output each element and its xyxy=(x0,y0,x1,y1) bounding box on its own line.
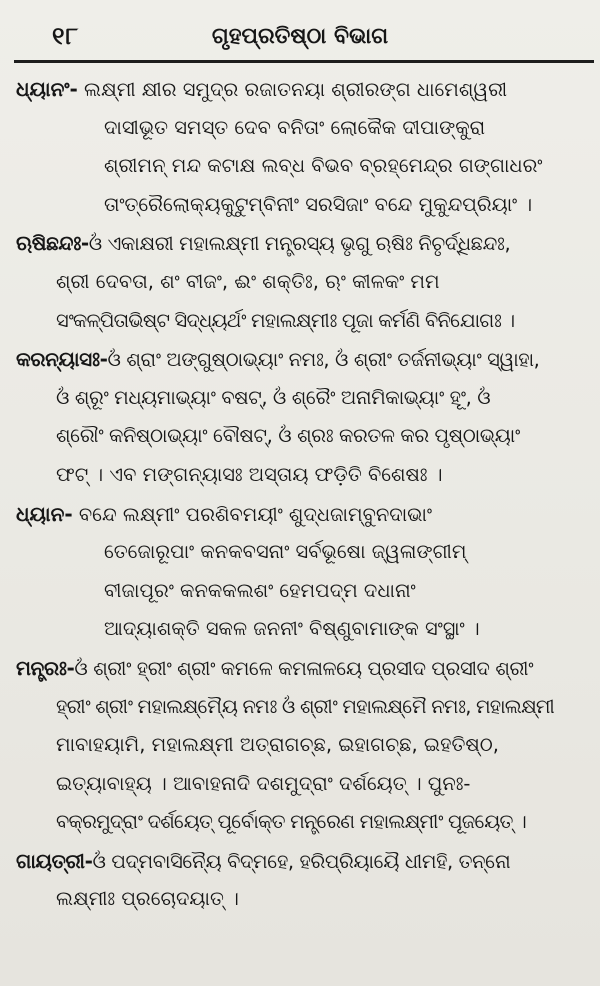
text-line xyxy=(16,70,594,109)
page-header xyxy=(0,0,600,58)
section-dhyanam xyxy=(16,70,594,224)
header-divider xyxy=(14,60,594,63)
text-line: ଶ୍ରୀମନ୍ ମନ୍ଦ କଟାକ୍ଷ ଲବ୍ଧ ବିଭବ ବ୍ରହ୍ମେନ୍ଦ୍ର ଗଙ୍ଗାଧରଂ xyxy=(104,154,543,178)
text-line: ଶ୍ରୀ ଦେବତା, ଶଂ ବୀଜଂ, ଈଂ ଶକ୍ତିଃ, ଋଂ କୀଳକଂ ମମ xyxy=(56,269,440,293)
section-text: ଓଁ ଶ୍ରୀଂ ହ୍ରୀଂ ଶ୍ରୀଂ କମଳେ କମଳାଳୟେ ପ୍ରସୀଦ ପ୍ରସୀଦ ଶ୍ରୀଂ xyxy=(74,656,534,680)
text-line xyxy=(16,224,594,263)
section-text: ଓଁ ଶ୍ରାଂ ଅଙ୍ଗୁଷ୍ଠାଭ୍ୟାଂ ନମଃ, ଓଁ ଶ୍ରୀଂ ତର୍ଜନୀଭ୍ୟାଂ ସ୍ୱାହା, xyxy=(107,348,540,372)
text-line xyxy=(16,340,594,379)
text-line: ବକ୍ରମୁଦ୍ରାଂ ଦର୍ଶୟେତ୍ ପୂର୍ବୋକ୍ତ ମନ୍ତ୍ରେଣ ମହାଲକ୍ଷ୍ମୀଂ ପୂଜୟେତ୍ । xyxy=(56,810,526,834)
text-line: ଓଁ ଶ୍ରୂଂ ମଧ୍ୟମାଭ୍ୟାଂ ବଷଟ୍, ଓଁ ଶ୍ରୈଂ ଅନାମିକାଭ୍ୟାଂ ହୂଂ, ଓଁ xyxy=(56,385,491,409)
section-text: ଓଁ ପଦ୍ମବାସିନ୍ୟୈ ବିଦ୍ମହେ, ହରିପ୍ରିୟାୟୈ ଧୀମହି, ତନ୍ନୋ xyxy=(92,849,511,873)
section-mantra xyxy=(16,649,594,842)
text-line xyxy=(16,495,594,534)
section-text: ଲକ୍ଷ୍ମୀ କ୍ଷୀର ସମୁଦ୍ର ରଜାତନୟା ଶ୍ରୀରଙ୍ଗ ଧାମେଶ୍ୱରୀ xyxy=(77,78,508,101)
section-text: ବନ୍ଦେ ଲକ୍ଷ୍ମୀଂ ପରଶିବମୟୀଂ ଶୁଦ୍ଧଜାମ୍ବୁନଦାଭାଂ xyxy=(72,502,432,526)
section-label: ଋଷିଛନ୍ଦଃ- xyxy=(16,231,89,256)
text-line: ସଂକଳ୍ପିତାଭିଷ୍ଟ ସିଦ୍ଧ୍ୟର୍ଥଂ ମହାଲକ୍ଷ୍ମୀଃ ପୂଜା କର୍ମଣି ବିନିଯୋଗଃ । xyxy=(56,308,515,332)
section-dhyana xyxy=(16,495,594,649)
section-text: ଓଁ ଏକାକ୍ଷରୀ ମହାଲକ୍ଷ୍ମୀ ମନ୍ତ୍ରସ୍ୟ ଭୃଗୁ ଋଷିଃ ନିଚୃର୍ଦ୍ଧିଛନ୍ଦଃ, xyxy=(88,232,511,256)
section-karanyasa xyxy=(16,340,594,494)
text-line: ତାଂତ୍ରୈଲୋକ୍ୟକୁଟୁମ୍ବିନୀଂ ସରସିଜାଂ ବନ୍ଦେ ମୁକୁନ୍ଦପ୍ରିୟାଂ । xyxy=(104,192,533,216)
text-line: ଲକ୍ଷ୍ମୀଃ ପ୍ରଚୋଦୟାତ୍ । xyxy=(56,887,239,911)
running-title: ଗୃହପ୍ରତିଷ୍ଠା ବିଭାଗ xyxy=(211,24,389,49)
text-line: ତେଜୋରୂପାଂ କନକବସନାଂ ସର୍ବଭୂଷୋ ଜ୍ୱଳାଙ୍ଗୀମ୍ xyxy=(104,540,467,564)
section-gayatri xyxy=(16,842,594,919)
text-line: ବୀଜାପୂରଂ କନକକଲଶଂ ହେମପଦ୍ମ ଦଧାନାଂ xyxy=(104,578,416,602)
text-line: ଫଟ୍ । ଏବ ମଙ୍ଗନ୍ୟାସଃ ଅସ୍ତାୟ ଫଡ଼ିତି ବିଶେଷଃ । xyxy=(56,462,443,486)
page-number: ୧୮ xyxy=(52,22,80,50)
text-line xyxy=(16,649,594,688)
text-line: ଆଦ୍ୟାଶକ୍ତି ସକଳ ଜନନୀଂ ବିଷ୍ଣୁବାମାଙ୍କ ସଂସ୍ଥାଂ । xyxy=(104,617,480,641)
text-line: ଦାସୀଭୂତ ସମସ୍ତ ଦେବ ବନିତାଂ ଲୋକୈକ ଦୀପାଙ୍କୁରା xyxy=(104,115,486,139)
text-line xyxy=(16,842,594,881)
section-rishi-chhanda xyxy=(16,224,594,340)
text-line: ହ୍ରୀଂ ଶ୍ରୀଂ ମହାଲକ୍ଷ୍ମ୍ୟୈ ନମଃ ଓଁ ଶ୍ରୀଂ ମହାଲକ୍ଷ୍ମୈ ନମଃ, ମହାଲକ୍ଷ୍ମୀ xyxy=(56,694,554,718)
page-body xyxy=(16,70,594,919)
section-label: କରନ୍ୟାସଃ- xyxy=(16,347,108,372)
section-label: ଧ୍ୟାନ- xyxy=(16,501,73,526)
text-line: ମାବାହୟାମି, ମହାଲକ୍ଷ୍ମୀ ଅତ୍ରାଗଚ୍ଛ, ଇହାଗଚ୍ଛ, ଇହତିଷ୍ଠ, xyxy=(56,733,499,757)
section-label: ଗାୟତ୍ରୀ- xyxy=(16,848,93,873)
text-line: ଶ୍ରୌଂ କନିଷ୍ଠାଭ୍ୟାଂ ବୌଷଟ୍, ଓଁ ଶ୍ରଃ କରତଳ କର ପୃଷ୍ଠାଭ୍ୟାଂ xyxy=(56,424,520,448)
section-label: ମନ୍ତ୍ରଃ- xyxy=(16,655,75,680)
section-label: ଧ୍ୟାନଂ- xyxy=(16,77,78,101)
text-line: ଇତ୍ୟାବାହ୍ୟ । ଆବାହନାଦି ଦଶମୁଦ୍ରାଂ ଦର୍ଶୟେତ୍ । ପୁନଃ- xyxy=(56,771,471,795)
